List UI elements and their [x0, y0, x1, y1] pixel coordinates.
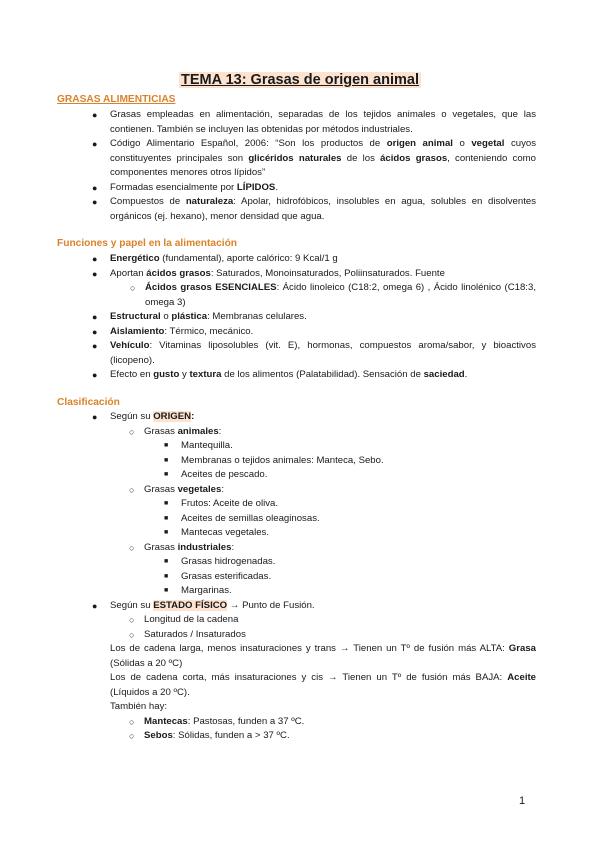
- section-grasas-alimenticias: [92, 108, 537, 224]
- bullet-icon: ●: [92, 254, 98, 264]
- bullet-icon: ●: [92, 341, 98, 351]
- list-subitem: ○ Saturados / Insaturados: [144, 628, 536, 643]
- section-heading-funciones: Funciones y papel en la alimentación: [57, 238, 238, 249]
- square-bullet-icon: ■: [164, 456, 169, 464]
- list-item: ● Estructural o plástica: Membranas celulares.: [110, 310, 536, 325]
- list-subsubitem: ■ Margarinas.: [181, 584, 536, 599]
- list-subsubitem: ■ Membranas o tejidos animales: Manteca, Sebo.: [181, 454, 536, 469]
- bullet-icon: ●: [92, 600, 98, 611]
- list-subsubitem: ■ Frutos: Aceite de oliva.: [181, 497, 536, 512]
- list-subsubitem: ■ Mantecas vegetales.: [181, 526, 536, 541]
- circle-bullet-icon: ○: [129, 731, 135, 741]
- list-subitem: ○ Mantecas: Pastosas, funden a 37 ºC.: [144, 715, 536, 730]
- circle-bullet-icon: ○: [129, 426, 135, 437]
- square-bullet-icon: ■: [164, 587, 169, 594]
- square-bullet-icon: ■: [164, 572, 169, 580]
- square-bullet-icon: ■: [164, 471, 169, 478]
- section-clasificacion: [92, 410, 537, 744]
- bullet-icon: ●: [92, 412, 98, 422]
- page-number: 1: [519, 795, 526, 807]
- circle-bullet-icon: ○: [130, 283, 136, 293]
- square-bullet-icon: ■: [164, 442, 169, 449]
- list-subitem: ○ Longitud de la cadena: [144, 613, 536, 628]
- bullet-icon: ●: [92, 197, 98, 207]
- bullet-icon: ●: [92, 139, 98, 149]
- list-item: ● Vehículo: Vitaminas liposolubles (vit. E), hormonas, compuestos aroma/sabor, y bioactivos (licopeno).: [92, 340, 536, 366]
- list-subitem: ○ Grasas vegetales:: [144, 483, 536, 498]
- circle-bullet-icon: ○: [129, 716, 135, 727]
- bullet-icon: ●: [92, 110, 98, 120]
- paragraph: Los de cadena corta, más insaturaciones y cis → Tienen un Tº de fusión más BAJA: Aceite (Líquidos a 20 ºC).: [110, 672, 537, 698]
- section-heading-clasificacion: Clasificación: [57, 397, 120, 408]
- list-item: ● Formadas esencialmente por LÍPIDOS.: [110, 181, 536, 196]
- list-item: ● Energético (fundamental), aporte calórico: 9 Kcal/1 g: [110, 252, 536, 267]
- bullet-icon: ●: [92, 370, 98, 380]
- square-bullet-icon: ■: [164, 529, 169, 536]
- paragraph: También hay:: [110, 701, 168, 712]
- list-item: ● Aislamiento: Térmico, mecánico.: [110, 325, 536, 340]
- list-subsubitem: ■ Aceites de semillas oleaginosas.: [181, 512, 536, 527]
- section-funciones: [92, 252, 536, 383]
- bullet-icon: ●: [92, 268, 98, 279]
- circle-bullet-icon: ○: [129, 629, 135, 640]
- list-item: ● Código Alimentario Español, 2006: “Son los productos de origen animal o vegetal cuyos constituyentes principales son glicéridos naturales de los ácidos grasos, conteniendo como componentes menores otros lípidos”: [92, 138, 537, 178]
- list-subsubitem: ■ Grasas esterificadas.: [181, 570, 536, 585]
- section-heading-grasas-alimenticias: GRASAS ALIMENTICIAS: [57, 94, 176, 105]
- square-bullet-icon: ■: [164, 558, 169, 565]
- list-subsubitem: ■ Aceites de pescado.: [181, 468, 536, 483]
- list-item: ● Efecto en gusto y textura de los alimentos (Palatabilidad). Sensación de saciedad.: [110, 368, 536, 383]
- bullet-icon: ●: [92, 326, 98, 337]
- page-title: TEMA 13: Grasas de origen animal: [181, 72, 419, 88]
- circle-bullet-icon: ○: [129, 484, 135, 495]
- list-subitem: ○ Sebos: Sólidas, funden a > 37 ºC.: [144, 729, 536, 744]
- bullet-icon: ●: [92, 182, 98, 193]
- paragraph: Los de cadena larga, menos insaturaciones y trans → Tienen un Tº de fusión más ALTA: Grasa (Sólidas a 20 ºC): [110, 643, 536, 669]
- list-item: ● Según su ESTADO FÍSICO → Punto de Fusión.: [110, 599, 536, 614]
- square-bullet-icon: ■: [164, 514, 169, 522]
- list-subitem: ○ Grasas animales:: [144, 425, 536, 440]
- list-subitem: ○ Grasas industriales:: [144, 541, 536, 556]
- list-item: ● Compuestos de naturaleza: Apolar, hidrofóbicos, insolubles en agua, solubles en disolventes orgánicos (ej. hexano), menor densidad que agua.: [92, 196, 537, 222]
- list-subsubitem: ■ Grasas hidrogenadas.: [181, 555, 536, 570]
- list-item: ● Grasas empleadas en alimentación, separadas de los tejidos animales o vegetales, que las contienen. También se incluyen las obtenidas por métodos industriales.: [92, 109, 536, 135]
- square-bullet-icon: ■: [164, 500, 169, 507]
- list-item: ● Según su ORIGEN:: [110, 410, 536, 425]
- bullet-icon: ●: [92, 312, 98, 322]
- list-subitem: ○ Ácidos grasos ESENCIALES: Ácido linoleico (C18:2, omega 6) , Ácido linolénico (C18:3, omega 3): [130, 282, 536, 308]
- circle-bullet-icon: ○: [129, 542, 135, 553]
- list-subsubitem: ■ Mantequilla.: [181, 439, 536, 454]
- list-item: ● Aportan ácidos grasos: Saturados, Monoinsaturados, Poliinsaturados. Fuente: [110, 267, 536, 282]
- circle-bullet-icon: ○: [129, 615, 135, 625]
